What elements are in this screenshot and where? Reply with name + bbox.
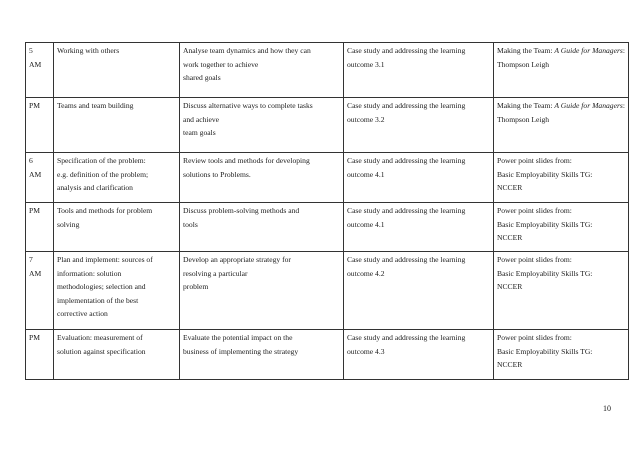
session-label: PM bbox=[29, 333, 40, 342]
resource-line: NCCER bbox=[497, 282, 523, 291]
topic-text: Teams and team building bbox=[57, 101, 134, 110]
case-line: outcome 4.1 bbox=[347, 219, 385, 229]
activity-line: and achieve bbox=[183, 114, 220, 124]
table-row bbox=[26, 203, 629, 252]
topic-line: Evaluation: measurement of bbox=[57, 333, 143, 342]
session-label: AM bbox=[29, 169, 42, 179]
topic-word: information: solution bbox=[57, 268, 122, 278]
resource-cell bbox=[494, 43, 629, 98]
case-line: Case study and addressing the learning bbox=[347, 206, 466, 215]
resource-cell bbox=[494, 252, 629, 330]
resource-line: Power point slides from: bbox=[497, 206, 572, 215]
topic-line: solving bbox=[57, 219, 80, 229]
case-study-cell bbox=[344, 330, 494, 380]
case-line: outcome 4.3 bbox=[347, 346, 385, 356]
case-line: outcome 3.2 bbox=[347, 114, 385, 124]
case-study-cell bbox=[344, 43, 494, 98]
case-line: outcome 3.1 bbox=[347, 59, 385, 69]
resource-line: Basic Employability Skills TG: bbox=[497, 169, 593, 179]
activity-line: tools bbox=[183, 219, 198, 229]
resource-cell bbox=[494, 203, 629, 252]
day-number: 7 bbox=[29, 255, 33, 264]
resource-line: NCCER bbox=[497, 233, 523, 242]
resource-line: NCCER bbox=[497, 360, 523, 369]
topic-line: Plan and implement: sources of bbox=[57, 255, 153, 264]
topic-line: implementation of the best bbox=[57, 295, 139, 305]
activity-line: problem bbox=[183, 282, 209, 291]
resource-cell bbox=[494, 98, 629, 153]
resource-text: Making the Team: A Guide for Managers: Thompson Leigh bbox=[497, 46, 625, 69]
topic-cell bbox=[54, 330, 180, 380]
resource-line: Power point slides from: bbox=[497, 333, 572, 342]
topic-line: methodologies; selection and bbox=[57, 282, 146, 291]
topic-line: analysis and clarification bbox=[57, 183, 133, 192]
case-line: Case study and addressing the learning bbox=[347, 46, 466, 55]
activity-line: business of implementing the strategy bbox=[183, 346, 299, 356]
session-label: PM bbox=[29, 206, 40, 215]
topic-cell bbox=[54, 98, 180, 153]
table-row bbox=[26, 43, 629, 98]
activity-cell bbox=[180, 153, 344, 203]
day-session-cell bbox=[26, 43, 54, 98]
table-row bbox=[26, 252, 629, 330]
activity-line: solutions to Problems. bbox=[183, 169, 251, 179]
case-line: Case study and addressing the learning bbox=[347, 255, 466, 264]
activity-line: shared goals bbox=[183, 73, 221, 82]
resource-line: Power point slides from: bbox=[497, 255, 572, 264]
case-study-cell bbox=[344, 153, 494, 203]
case-line: Case study and addressing the learning bbox=[347, 156, 466, 165]
topic-cell bbox=[54, 153, 180, 203]
session-label: AM bbox=[29, 268, 42, 278]
activity-cell bbox=[180, 203, 344, 252]
activity-line: team goals bbox=[183, 128, 216, 137]
case-line: Case study and addressing the learning bbox=[347, 333, 466, 342]
resource-cell bbox=[494, 153, 629, 203]
resource-line: Power point slides from: bbox=[497, 156, 572, 165]
activity-line: Review tools and methods for developing bbox=[183, 156, 310, 165]
table-row bbox=[26, 330, 629, 380]
activity-cell bbox=[180, 252, 344, 330]
activity-cell bbox=[180, 98, 344, 153]
table-row bbox=[26, 153, 629, 203]
case-line: Case study and addressing the learning bbox=[347, 101, 466, 110]
case-study-cell bbox=[344, 98, 494, 153]
topic-line bbox=[57, 267, 176, 281]
activity-line: Develop an appropriate strategy for bbox=[183, 255, 291, 264]
activity-cell bbox=[180, 43, 344, 98]
case-study-cell bbox=[344, 252, 494, 330]
schedule-table bbox=[25, 42, 629, 380]
topic-text: Working with others bbox=[57, 46, 120, 55]
activity-line: resolving a particular bbox=[183, 268, 248, 278]
resource-text: Making the Team: A Guide for Managers: Thompson Leigh bbox=[497, 101, 625, 124]
page-number: 10 bbox=[603, 404, 611, 413]
activity-line: Evaluate the potential impact on the bbox=[183, 333, 293, 342]
day-number: 5 bbox=[29, 46, 33, 55]
resource-line: Basic Employability Skills TG: bbox=[497, 219, 593, 229]
table-row bbox=[26, 98, 629, 153]
topic-line: corrective action bbox=[57, 309, 108, 318]
day-session-cell bbox=[26, 330, 54, 380]
session-label: PM bbox=[29, 101, 40, 110]
day-session-cell bbox=[26, 252, 54, 330]
topic-line: Specification of the problem: bbox=[57, 156, 146, 165]
topic-cell bbox=[54, 252, 180, 330]
day-number: 6 bbox=[29, 156, 33, 165]
activity-line: Discuss problem-solving methods and bbox=[183, 206, 300, 215]
activity-cell bbox=[180, 330, 344, 380]
topic-cell bbox=[54, 43, 180, 98]
activity-line: work together to achieve bbox=[183, 59, 259, 69]
resource-cell bbox=[494, 330, 629, 380]
resource-line: NCCER bbox=[497, 183, 523, 192]
case-study-cell bbox=[344, 203, 494, 252]
case-line: outcome 4.1 bbox=[347, 169, 385, 179]
topic-line: e.g. definition of the problem; bbox=[57, 169, 149, 179]
topic-line: Tools and methods for problem bbox=[57, 206, 153, 215]
day-session-cell bbox=[26, 98, 54, 153]
resource-line: Basic Employability Skills TG: bbox=[497, 268, 593, 278]
resource-line: Basic Employability Skills TG: bbox=[497, 346, 593, 356]
case-line: outcome 4.2 bbox=[347, 268, 385, 278]
session-label: AM bbox=[29, 59, 42, 69]
topic-line: solution against specification bbox=[57, 346, 146, 356]
day-session-cell bbox=[26, 153, 54, 203]
activity-line: Analyse team dynamics and how they can bbox=[183, 46, 311, 55]
topic-cell bbox=[54, 203, 180, 252]
activity-line: Discuss alternative ways to complete tasks bbox=[183, 101, 313, 110]
day-session-cell bbox=[26, 203, 54, 252]
